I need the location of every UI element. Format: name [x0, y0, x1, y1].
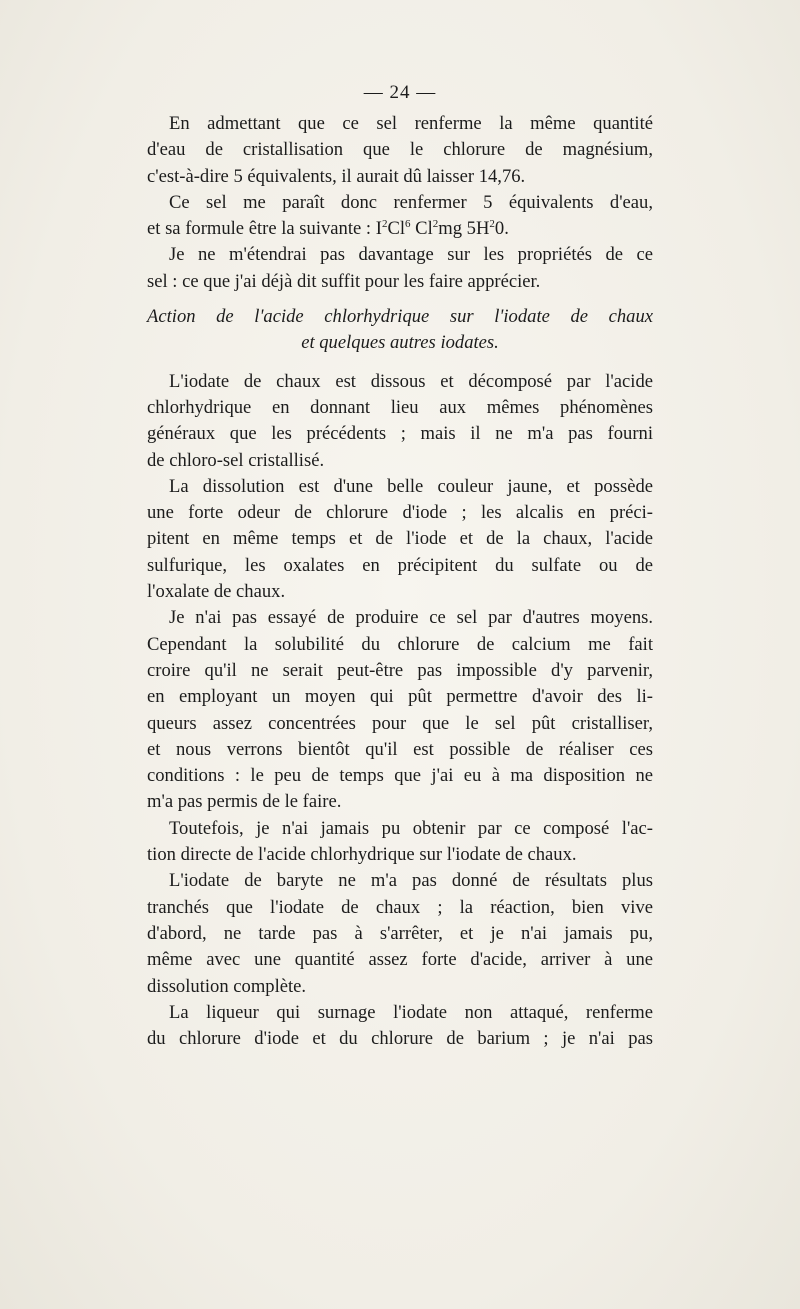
text-line: m'a pas permis de le faire.: [147, 791, 342, 813]
text-line: En admettant que ce sel renferme la même quantité: [169, 113, 653, 134]
text-line: tranchés que l'iodate de chaux ; la réaction, bien vive: [147, 896, 653, 918]
text-line: c'est-à-dire 5 équivalents, il aurait dû laisser 14,76.: [147, 165, 526, 187]
page-number: — 24 —: [363, 82, 437, 103]
text-line: tion directe de l'acide chlorhydrique sur l'iodate de chaux.: [147, 844, 577, 866]
text-line: dissolution complète.: [147, 975, 307, 997]
text-line: d'abord, ne tarde pas à s'arrêter, et je n'ai jamais pu,: [147, 922, 653, 944]
paragraph: [147, 242, 653, 295]
paragraph: [147, 474, 653, 605]
text-line: pitent en même temps et de l'iode et de la chaux, l'acide: [147, 528, 653, 550]
paragraph: [147, 111, 653, 190]
heading-line: Action de l'acide chlorhydrique sur l'iodate de chaux: [147, 306, 653, 328]
text-line: Cependant la solubilité du chlorure de calcium me fait: [147, 633, 653, 655]
text-line: La dissolution est d'une belle couleur jaune, et possède: [169, 475, 653, 497]
text-line: La liqueur qui surnage l'iodate non attaqué, renferme: [169, 1001, 653, 1023]
text-line: généraux que les précédents ; mais il ne m'a pas fourni: [147, 423, 653, 445]
text-line: chlorhydrique en donnant lieu aux mêmes phénomènes: [147, 396, 653, 418]
text-line: conditions : le peu de temps que j'ai eu à ma disposition ne: [147, 765, 653, 787]
text-line: et sa formule être la suivante :: [147, 218, 372, 240]
text-line: l'oxalate de chaux.: [147, 581, 286, 603]
paragraph: [147, 1000, 653, 1053]
body-text: [147, 111, 653, 1052]
heading-line: et quelques autres iodates.: [301, 332, 499, 354]
text-line: croire qu'il ne serait peut-être pas impossible d'y parvenir,: [147, 659, 653, 681]
text-line: Toutefois, je n'ai jamais pu obtenir par ce composé l'ac-: [169, 817, 653, 839]
text-line: sel : ce que j'ai déjà dit suffit pour les faire apprécier.: [147, 270, 541, 292]
text-line: d'eau de cristallisation que le chlorure de magnésium,: [147, 139, 653, 161]
text-line: L'iodate de chaux est dissous et décomposé par l'acide: [169, 370, 653, 392]
text-line: Je ne m'étendrai pas davantage sur les propriétés de ce: [169, 244, 653, 266]
paragraph: [147, 190, 653, 243]
text-line: en employant un moyen qui pût permettre d'avoir des li-: [147, 686, 653, 708]
text-line: Je n'ai pas essayé de produire ce sel par d'autres moyens.: [169, 607, 653, 629]
text-line: même avec une quantité assez forte d'acide, arriver à une: [147, 949, 653, 971]
paragraph: [147, 605, 653, 815]
paragraph: [147, 868, 653, 999]
paragraph: [147, 816, 653, 869]
paragraph: [147, 369, 653, 474]
text-line: de chloro-sel cristallisé.: [147, 449, 325, 471]
text-line: sulfurique, les oxalates en précipitent du sulfate ou de: [147, 554, 653, 576]
text-line: queurs assez concentrées pour que le sel pût cristalliser,: [147, 712, 653, 734]
text-line: et nous verrons bientôt qu'il est possible de réaliser ces: [147, 738, 653, 760]
text-line: L'iodate de baryte ne m'a pas donné de résultats plus: [169, 870, 653, 892]
text-line: Ce sel me paraît donc renfermer 5 équivalents d'eau,: [169, 191, 653, 213]
chemical-formula: $I^2Cl^6$ Cl$^2$mg $5H^20$.: [375, 218, 509, 240]
section-heading: [147, 304, 653, 357]
formula-line: [147, 216, 653, 242]
text-line: du chlorure d'iode et du chlorure de barium ; je n'ai pas: [147, 1028, 653, 1050]
text-line: une forte odeur de chlorure d'iode ; les alcalis en préci-: [147, 502, 653, 524]
